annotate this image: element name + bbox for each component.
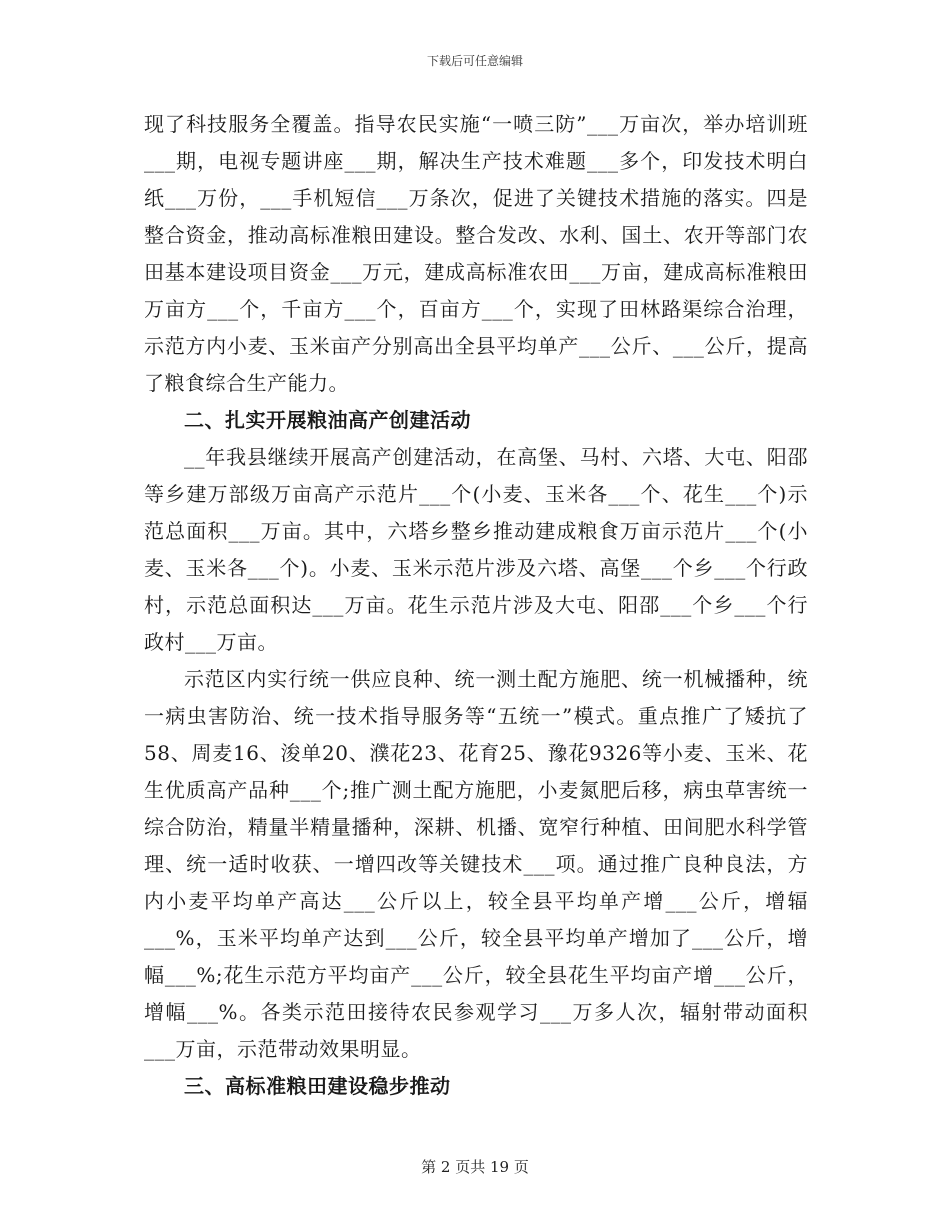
paragraph-high-yield: __年我县继续开展高产创建活动，在高堡、马村、六塔、大屯、阳邵等乡建万部级万亩高产示范片___个(小麦、玉米各___个、花生___个)示范总面积___万亩。其中，六塔乡整乡推动建成粮食万亩示范片___个(小麦、玉米各___个)。小麦、玉米示范片涉及六塔、高堡___个乡___个行政村，示范总面积达___万亩。花生示范片涉及大屯、阳邵___个乡___个行政村___万亩。 bbox=[144, 445, 808, 654]
page-number: 第 2 页共 19 页 bbox=[421, 1158, 529, 1176]
page-header: 下载后可任意编辑 bbox=[426, 54, 523, 68]
paragraph-continuation: 现了科技服务全覆盖。指导农民实施“一喷三防”___万亩次，举办培训班___期，电视专题讲座___期，解决生产技术难题___多个，印发技术明白纸___万份，___手机短信___万条次，促进了关键技术措施的落实。四是整合资金，推动高标准粮田建设。整合发改、水利、国土、农开等部门农田基本建设项目资金___万元，建成高标准农田___万亩，建成高标准粮田万亩方___个，千亩方___个，百亩方___个，实现了田林路渠综合治理，示范方内小麦、玉米亩产分别高出全县平均单产___公斤、___公斤，提高了粮食综合生产能力。 bbox=[144, 112, 808, 395]
paragraph-demonstration: 示范区内实行统一供应良种、统一测土配方施肥、统一机械播种，统一病虫害防治、统一技术指导服务等“五统一”模式。重点推广了矮抗了58、周麦16、浚单20、濮花23、花育25、豫花9326等小麦、玉米、花生优质高产品种___个;推广测土配方施肥，小麦氮肥后移，病虫草害统一综合防治，精量半精量播种，深耕、机播、宽窄行种植、田间肥水科学管理、统一适时收获、一增四改等关键技术___项。通过推广良种良法，方内小麦平均单产高达___公斤以上，较全县平均单产增___公斤，增辐___%，玉米平均单产达到___公斤，较全县平均单产增加了___公斤，增幅___%;花生示范方平均亩产___公斤，较全县花生平均亩产增___公斤，增幅___%。各类示范田接待农民参观学习___万多人次，辐射带动面积___万亩，示范带动效果明显。 bbox=[144, 667, 808, 1061]
section-heading-2: 二、扎实开展粮油高产创建活动 bbox=[184, 408, 471, 432]
section-heading-3: 三、高标准粮田建设稳步推动 bbox=[184, 1074, 451, 1098]
document-body bbox=[144, 106, 808, 1105]
